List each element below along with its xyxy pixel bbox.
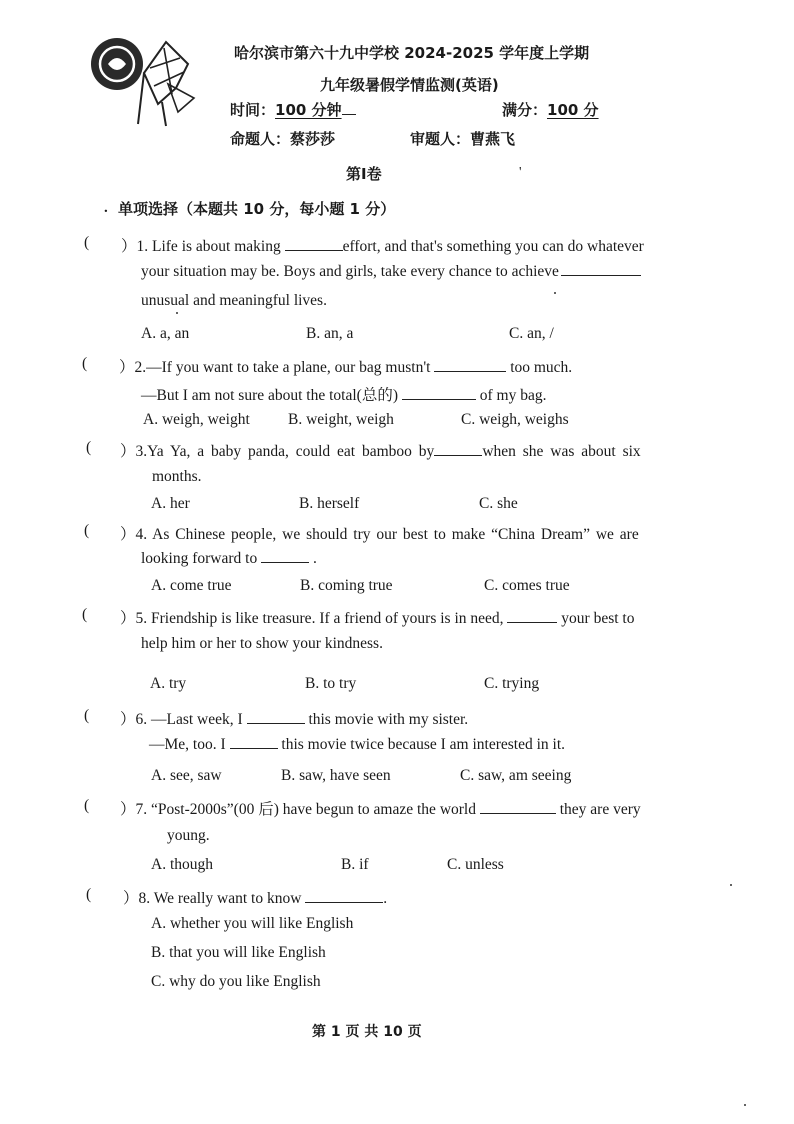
scan-speck	[554, 292, 556, 294]
school-logo	[84, 28, 214, 128]
option-a: A. weigh, weight	[143, 411, 250, 428]
scan-speck	[744, 1104, 746, 1106]
question-text: —But I am not sure about the total(总的) of my bag.	[141, 387, 547, 404]
section-bullet: .	[104, 200, 108, 216]
scan-speck	[730, 884, 732, 886]
volume-title: 第Ⅰ卷	[346, 165, 382, 183]
time-row	[230, 99, 356, 120]
answer-paren: (	[84, 522, 90, 539]
section-title: 单项选择（本题共 10 分，每小题 1 分）	[118, 200, 396, 218]
time-value: 100 分钟	[275, 101, 342, 119]
question-text: —Me, too. I this movie twice because I am interested in it.	[149, 736, 566, 753]
option-b: B. to try	[305, 675, 357, 692]
score-value: 100 分	[547, 101, 599, 119]
answer-paren: (	[84, 707, 90, 724]
question-text: your situation may be. Boys and girls, take every chance to achieve	[141, 263, 641, 281]
option-b: B. that you will like English	[151, 944, 326, 961]
option-c: C. comes true	[484, 577, 570, 594]
stray-mark: '	[519, 165, 522, 180]
answer-paren: (	[82, 355, 88, 372]
answer-paren: (	[86, 886, 92, 903]
option-a: A. though	[151, 856, 213, 873]
question-text: ）4. As Chinese people, we should try our best to make “China Dream” we are	[120, 526, 639, 543]
question-text: ）8. We really want to know .	[123, 890, 388, 907]
option-b: B. an, a	[306, 325, 354, 342]
option-a: A. see, saw	[151, 767, 222, 784]
option-c: C. unless	[447, 856, 504, 873]
option-c: C. why do you like English	[151, 973, 321, 990]
reviewer-label: 审题人：	[410, 130, 471, 148]
option-a: A. a, an	[141, 325, 190, 342]
question-text: ）2.—If you want to take a plane, our bag mustn't too much.	[119, 359, 573, 376]
option-a: A. come true	[151, 577, 232, 594]
option-a: A. whether you will like English	[151, 915, 354, 932]
question-text: ）5. Friendship is like treasure. If a friend of yours is in need, your best to	[120, 610, 635, 627]
option-c: C. she	[479, 495, 518, 512]
question-text: ）3.Ya Ya, a baby panda, could eat bamboo by when she was about six	[120, 443, 641, 460]
option-c: C. weigh, weighs	[461, 411, 569, 428]
reviewer-name: 曹燕飞	[470, 130, 516, 148]
exam-title: 九年级暑假学情监测(英语)	[320, 76, 499, 94]
reviewer-row	[410, 128, 515, 149]
question-text: ）7. “Post-2000s”(00 后) have begun to amaze the world they are very	[120, 801, 641, 818]
option-b: B. coming true	[300, 577, 393, 594]
answer-paren: (	[84, 797, 90, 814]
option-a: A. her	[151, 495, 190, 512]
option-b: B. herself	[299, 495, 360, 512]
option-c: C. an, /	[509, 325, 554, 342]
page-number: 第 1 页 共 10 页	[312, 1024, 422, 1040]
question-text: ）6. —Last week, I this movie with my sister.	[120, 711, 469, 728]
answer-paren: (	[82, 606, 88, 623]
author-label: 命题人：	[230, 130, 291, 148]
question-text: months.	[152, 468, 202, 485]
option-b: B. if	[341, 856, 369, 873]
school-logo-graphic	[84, 28, 214, 128]
school-title: 哈尔滨市第六十九中学校 2024-2025 学年度上学期	[234, 44, 590, 62]
author-row	[230, 128, 335, 149]
question-text: unusual and meaningful lives.	[141, 292, 327, 309]
scan-speck	[176, 312, 178, 314]
answer-paren: (	[86, 439, 92, 456]
option-c: C. trying	[484, 675, 540, 692]
question-text: looking forward to .	[141, 550, 317, 567]
option-a: A. try	[150, 675, 187, 692]
option-c: C. saw, am seeing	[460, 767, 572, 784]
author-name: 蔡莎莎	[290, 130, 336, 148]
score-label: 满分：	[502, 101, 548, 119]
option-b: B. saw, have seen	[281, 767, 391, 784]
answer-paren: (	[84, 234, 90, 251]
score-row	[502, 99, 599, 120]
question-text: help him or her to show your kindness.	[141, 635, 383, 652]
time-label: 时间：	[230, 101, 276, 119]
option-b: B. weight, weigh	[288, 411, 394, 428]
question-text: young.	[167, 827, 210, 844]
question-text: ）1. Life is about making effort, and that's something you can do whatever	[121, 238, 644, 255]
